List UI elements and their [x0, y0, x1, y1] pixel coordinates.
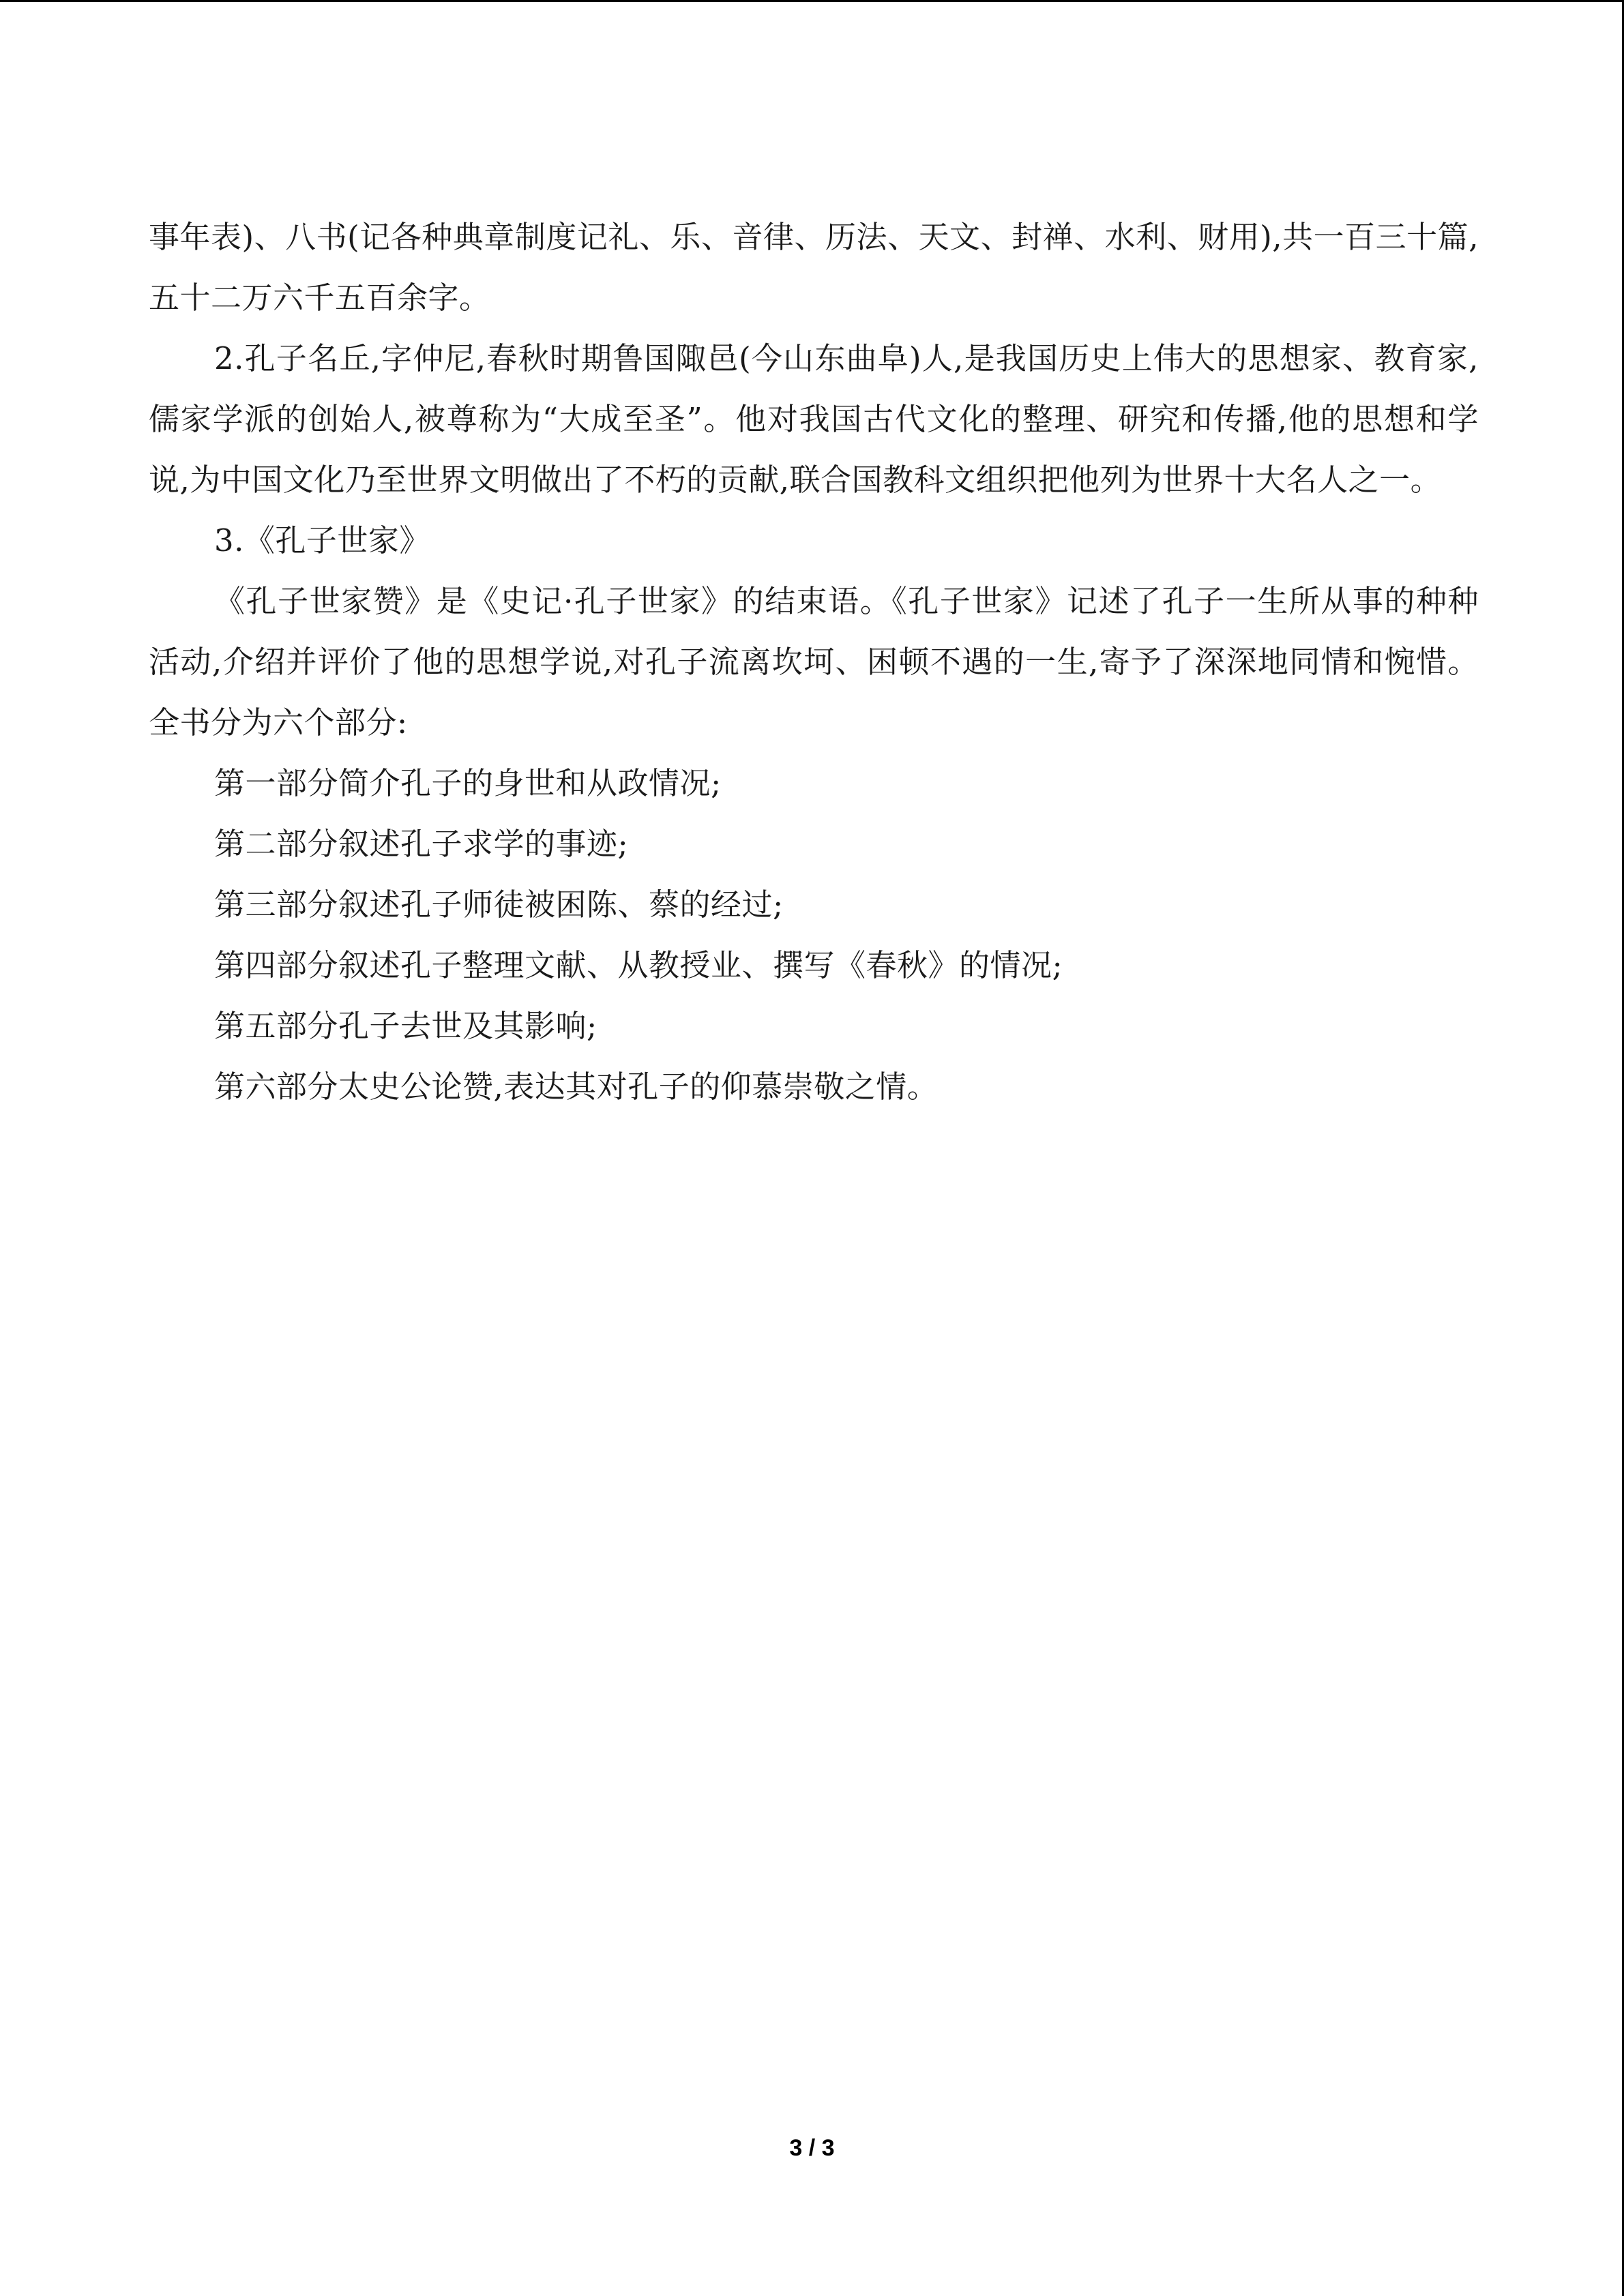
paragraph-continuation: 事年表)、八书(记各种典章制度记礼、乐、音律、历法、天文、封禅、水利、财用),共一百三十篇,五十二万六千五百余字。 — [149, 219, 1479, 316]
paragraph-kongzi-shijia-summary: 《孔子世家赞》是《史记·孔子世家》的结束语。《孔子世家》记述了孔子一生所从事的种种活动,介绍并评价了他的思想学说,对孔子流离坎坷、困顿不遇的一生,寄予了深深地同情和惋惜。全书分为六个部分: — [149, 583, 1479, 741]
page-number: 3 / 3 — [789, 2135, 835, 2161]
list-item-part-three: 第三部分叙述孔子师徒被困陈、蔡的经过; — [214, 886, 784, 923]
list-item-part-one: 第一部分简介孔子的身世和从政情况; — [214, 765, 722, 801]
list-item-part-four: 第四部分叙述孔子整理文献、从教授业、撰写《春秋》的情况; — [214, 947, 1063, 983]
list-item-part-five: 第五部分孔子去世及其影响; — [214, 1008, 597, 1044]
document-body — [149, 207, 1479, 1117]
section-heading-kongzi-shijia: 3.《孔子世家》 — [214, 522, 430, 558]
list-item-part-two: 第二部分叙述孔子求学的事迹; — [214, 826, 629, 862]
list-item-part-six: 第六部分太史公论赞,表达其对孔子的仰慕崇敬之情。 — [214, 1069, 939, 1105]
paragraph-confucius-intro: 2.孔子名丘,字仲尼,春秋时期鲁国陬邑(今山东曲阜)人,是我国历史上伟大的思想家、教育家,儒家学派的创始人,被尊称为“大成至圣”。他对我国古代文化的整理、研究和传播,他的思想和学说,为中国文化乃至世界文明做出了不朽的贡献,联合国教科文组织把他列为世界十大名人之一。 — [149, 340, 1479, 498]
